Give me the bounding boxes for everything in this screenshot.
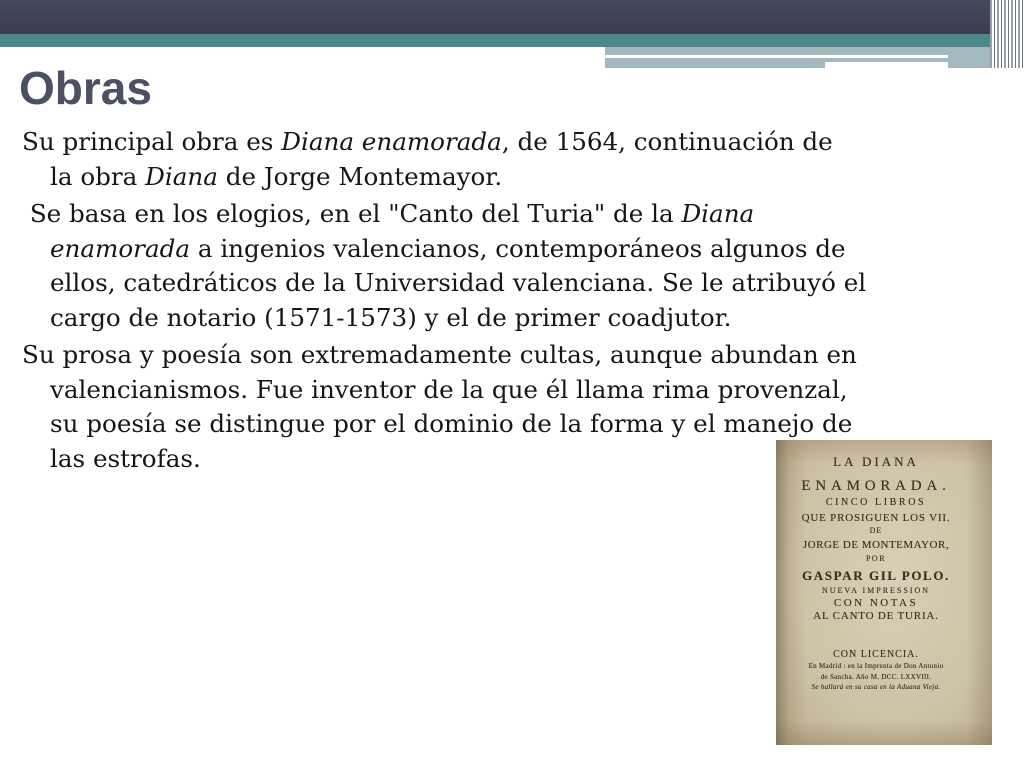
book-por: POR bbox=[865, 554, 887, 563]
italic-work-title: enamorada bbox=[50, 233, 191, 263]
text-line bbox=[0, 407, 920, 442]
text-line bbox=[0, 373, 920, 408]
paragraph-1 bbox=[0, 125, 920, 194]
text-line bbox=[0, 197, 920, 232]
header-band-dark bbox=[0, 0, 1024, 34]
book-notes: CON NOTAS bbox=[833, 596, 919, 609]
italic-work-title: Diana bbox=[145, 161, 218, 191]
book-imprint-line: En Madrid : en la Imprenta de Don Antonio bbox=[808, 661, 944, 670]
book-author-gil-polo: GASPAR GIL POLO. bbox=[802, 567, 950, 583]
book-licencia: CON LICENCIA. bbox=[833, 649, 919, 660]
text-line bbox=[0, 160, 920, 195]
book-author-montemayor: JORGE DE MONTEMAYOR, bbox=[802, 538, 950, 551]
body-text bbox=[0, 125, 920, 479]
text-line bbox=[0, 266, 920, 301]
book-subtitle-de: DE bbox=[869, 526, 883, 535]
book-imprint-line: Se hallará en su casa en la Aduana Vieja. bbox=[811, 682, 941, 691]
book-canto-turia: AL CANTO DE TURIA. bbox=[813, 609, 939, 622]
text-segment: , de 1564, continuación de bbox=[501, 127, 833, 156]
text-segment: Se basa en los elogios, en el "Canto del Turia" de la bbox=[22, 199, 682, 228]
book-subtitle-prosiguen: QUE PROSIGUEN LOS VII. bbox=[801, 511, 951, 524]
text-segment: a ingenios valencianos, contemporáneos algunos de bbox=[190, 233, 846, 263]
text-segment: Su prosa y poesía son extremadamente cultas, aunque abundan en bbox=[22, 340, 857, 369]
header-edge-stripes bbox=[990, 0, 1024, 68]
text-segment: las estrofas. bbox=[50, 443, 201, 473]
book-subtitle-cinco-libros: CINCO LIBROS bbox=[825, 497, 927, 508]
text-segment: su poesía se distingue por el dominio de la forma y el manejo de bbox=[50, 409, 853, 438]
text-line bbox=[0, 125, 920, 160]
italic-work-title: Diana bbox=[681, 199, 755, 228]
book-title-la-diana: LA DIANA bbox=[833, 453, 919, 469]
italic-work-title: Diana enamorada bbox=[281, 127, 502, 156]
text-line bbox=[0, 301, 920, 336]
text-segment: cargo de notario (1571-1573) y el de primer coadjutor. bbox=[50, 302, 732, 332]
text-segment: ellos, catedráticos de la Universidad valenciana. Se le atribuyó el bbox=[50, 268, 867, 297]
text-segment: de Jorge Montemayor. bbox=[217, 161, 503, 191]
text-segment: la obra bbox=[50, 161, 146, 191]
text-segment: Su principal obra es bbox=[22, 127, 282, 156]
book-title-enamorada: ENAMORADA. bbox=[801, 477, 951, 494]
text-line bbox=[0, 232, 920, 267]
book-edition: NUEVA IMPRESSION bbox=[821, 586, 931, 595]
slide-title: Obras bbox=[19, 62, 152, 114]
paragraph-2 bbox=[0, 197, 920, 335]
header-band-teal bbox=[0, 34, 1024, 47]
header-accent-line bbox=[605, 55, 948, 58]
text-line bbox=[0, 338, 920, 373]
header-accent-line bbox=[825, 62, 948, 68]
text-segment: valencianismos. Fue inventor de la que él llama rima provenzal, bbox=[50, 374, 848, 404]
book-title-page-image bbox=[776, 440, 992, 745]
book-imprint-line: de Sancha. Año M. DCC. LXXVIII. bbox=[820, 672, 932, 681]
